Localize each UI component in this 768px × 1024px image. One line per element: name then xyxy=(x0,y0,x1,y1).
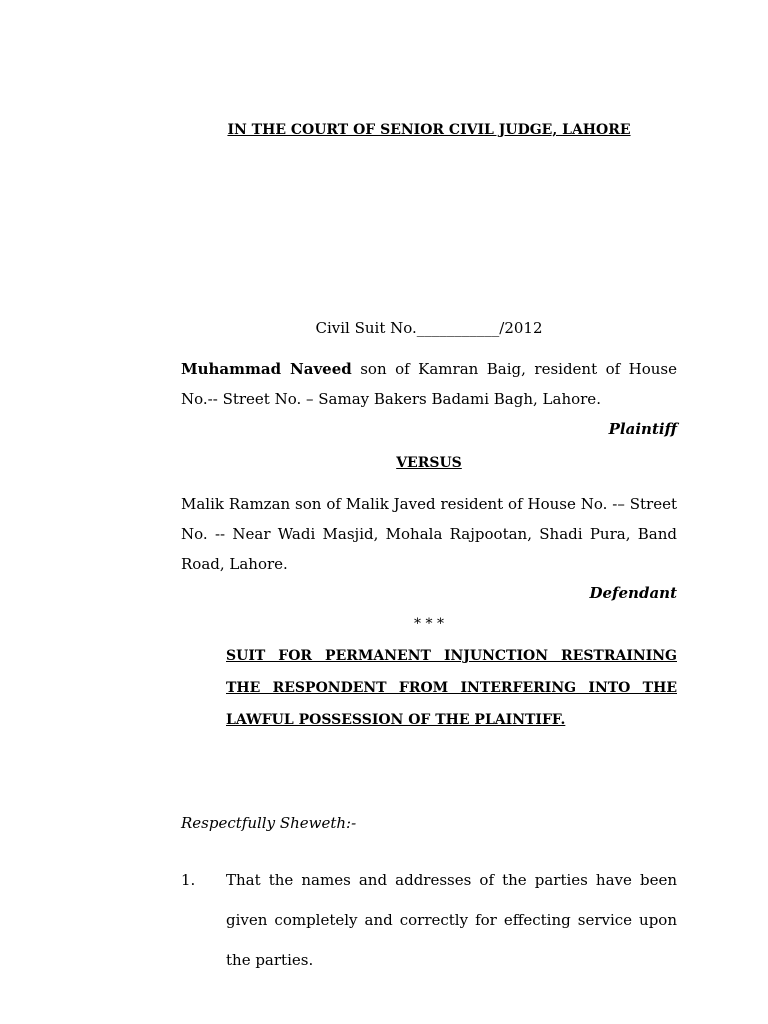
plaintiff-name: Muhammad Naveed xyxy=(181,360,352,378)
plaintiff-role-label: Plaintiff xyxy=(608,420,677,438)
paragraph-text: That the names and addresses of the parties have been given completely and correctly for effecting service upon the parties. xyxy=(226,871,677,969)
numbered-paragraph xyxy=(181,860,677,980)
plaintiff-details: son of Kamran Baig, resident of House No.-- Street No. – Samay Bakers Badami Bagh, Lahore. xyxy=(181,360,677,408)
defendant-description: Malik Ramzan son of Malik Javed resident of House No. -– Street No. -- Near Wadi Masjid, Mohala Rajpootan, Shadi Pura, Band Road, Lahore. xyxy=(181,495,677,573)
suit-title: SUIT FOR PERMANENT INJUNCTION RESTRAINING THE RESPONDENT FROM INTERFERING INTO THE LAWFUL POSSESSION OF THE PLAINTIFF. xyxy=(226,648,677,728)
paragraph-number: 1. xyxy=(181,871,196,889)
versus-heading: VERSUS xyxy=(396,455,462,471)
court-heading: IN THE COURT OF SENIOR CIVIL JUDGE, LAHORE xyxy=(227,122,631,138)
plaintiff-description xyxy=(181,354,677,414)
civil-suit-number: Civil Suit No.___________/2012 xyxy=(315,319,543,337)
salutation: Respectfully Sheweth:- xyxy=(181,814,357,832)
section-separator: * * * xyxy=(414,616,444,632)
defendant-role-label: Defendant xyxy=(589,584,677,602)
